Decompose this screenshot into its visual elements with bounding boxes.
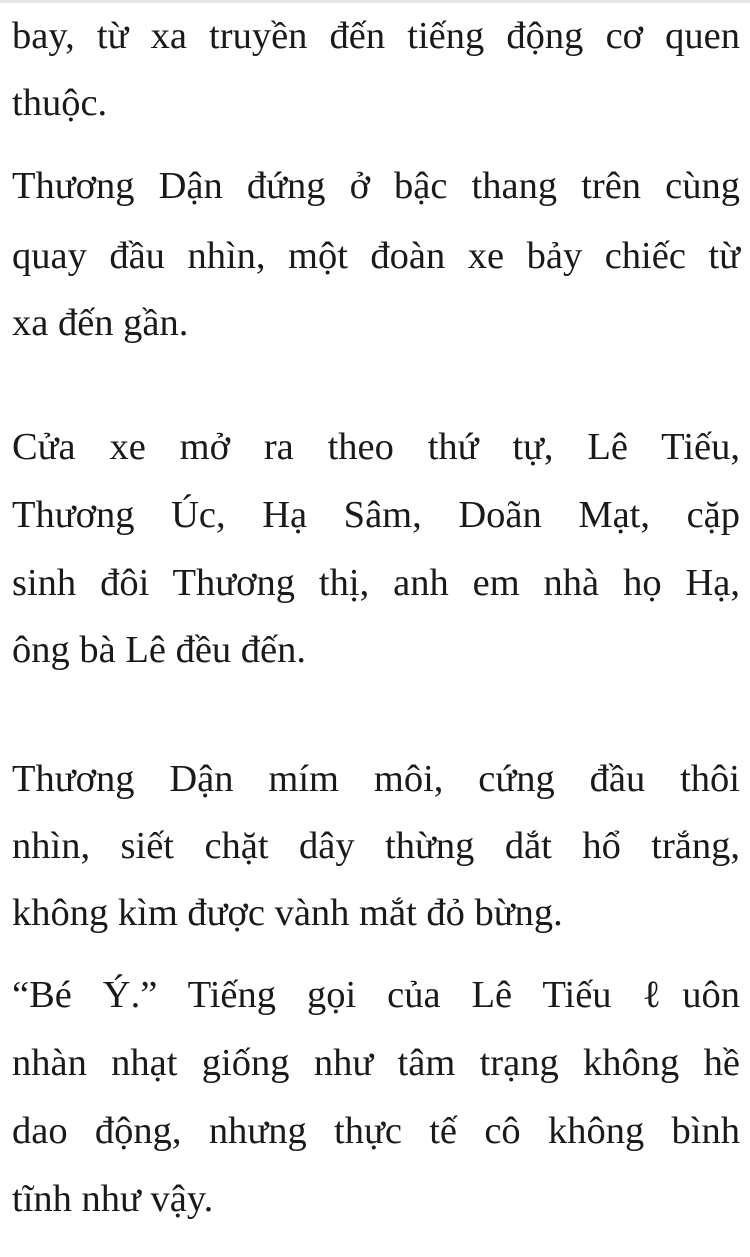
text-line: Thương Úc, Hạ Sâm, Doãn Mạt, cặp <box>12 494 740 536</box>
text-line: nhìn, siết chặt dây thừng dắt hổ trắng, <box>12 825 740 867</box>
top-divider <box>0 0 750 3</box>
text-line: tĩnh như vậy. <box>12 1178 214 1220</box>
text-line: nhàn nhạt giống như tâm trạng không hề <box>12 1042 740 1084</box>
text-line: sinh đôi Thương thị, anh em nhà họ Hạ, <box>12 562 740 604</box>
text-line: thuộc. <box>12 82 108 124</box>
text-line: Thương Dận mím môi, cứng đầu thôi <box>12 758 740 800</box>
text-line: “Bé Ý.” Tiếng gọi của Lê Tiếu ℓuôn <box>12 974 740 1016</box>
text-line: dao động, nhưng thực tế cô không bình <box>12 1110 740 1152</box>
text-line: bay, từ xa truyền đến tiếng động cơ quen <box>12 15 740 57</box>
text-line: không kìm được vành mắt đỏ bừng. <box>12 892 563 934</box>
text-line: xa đến gần. <box>12 302 189 344</box>
text-line: ông bà Lê đều đến. <box>12 629 306 671</box>
text-line: Thương Dận đứng ở bậc thang trên cùng <box>12 165 740 207</box>
text-line: Cửa xe mở ra theo thứ tự, Lê Tiếu, <box>12 426 740 468</box>
text-line: quay đầu nhìn, một đoàn xe bảy chiếc từ <box>12 235 740 277</box>
